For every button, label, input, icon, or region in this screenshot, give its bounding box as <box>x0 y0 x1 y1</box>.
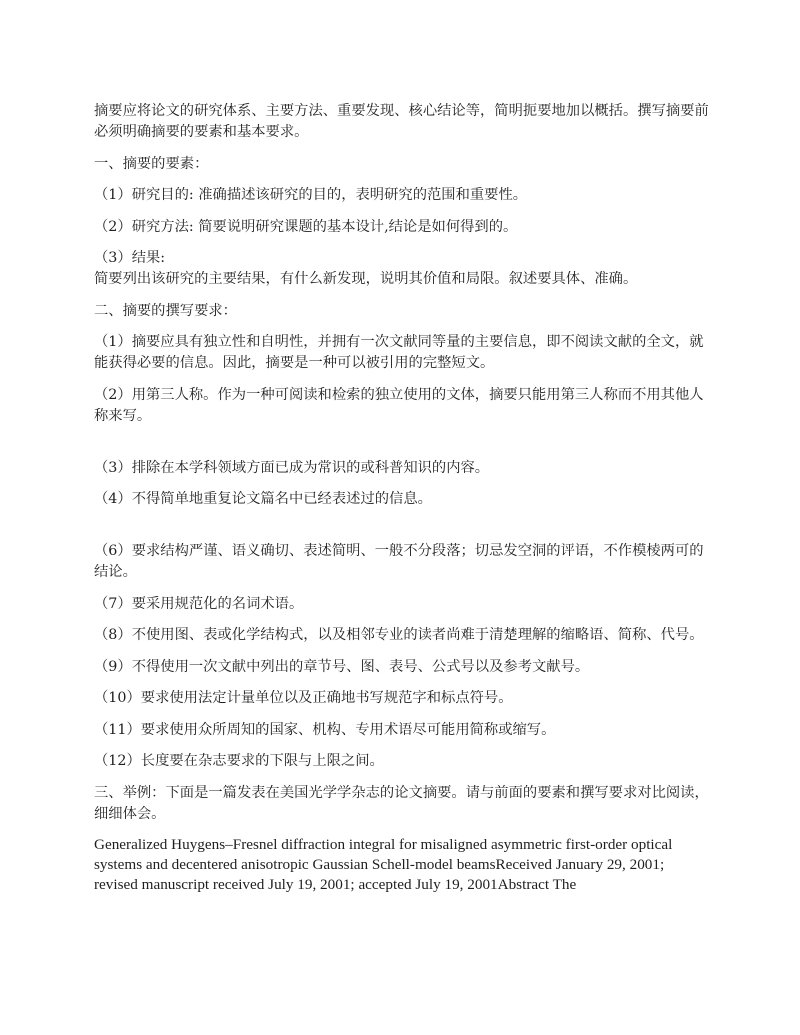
section-heading-requirements: 二、摘要的撰写要求： <box>94 302 237 319</box>
requirement-item-9: （9）不得使用一次文献中列出的章节号、图、表号、公式号以及参考文献号。 <box>94 658 590 675</box>
requirement-item-4: （4）不得简单地重复论文篇名中已经表述过的信息。 <box>94 491 432 507</box>
requirement-item-2: （2）用第三人称。作为一种可阅读和检索的独立使用的文体，摘要只能用第三人称而不用其他人称来写。 <box>94 386 704 424</box>
element-item-2: （2）研究方法: 简要说明研究课题的基本设计,结论是如何得到的。 <box>94 218 518 235</box>
requirement-item-6: （6）要求结构严谨、语义确切、表述简明、一般不分段落；切忌发空洞的评语，不作模棱两可的结论。 <box>94 543 704 580</box>
intro-paragraph: 摘要应将论文的研究体系、主要方法、重要发现、核心结论等，简明扼要地加以概括。撰写摘要前必须明确摘要的要素和基本要求。 <box>94 103 709 140</box>
requirement-item-10: （10）要求使用法定计量单位以及正确地书写规范字和标点符号。 <box>94 690 513 706</box>
section-heading-example: 三、举例：下面是一篇发表在美国光学学杂志的论文摘要。请与前面的要素和撰写要求对比阅读，细细体会。 <box>94 784 709 822</box>
requirement-item-1: （1）摘要应具有独立性和自明性，并拥有一次文献同等量的主要信息，即不阅读文献的全文，就能获得必要的信息。因此，摘要是一种可以被引用的完整短文。 <box>94 334 704 371</box>
requirement-item-3: （3）排除在本学科领域方面已成为常识的或科普知识的内容。 <box>94 459 490 476</box>
example-abstract-paragraph: Generalized Huygens–Fresnel diffraction integral for misaligned asymmetric first-order optical systems and decentered anisotropic Gaussian Schell-model beamsReceived January 29, 2001; revised manuscript received July 19, 2001; accepted July 19, 2001Abstract The <box>94 836 673 893</box>
element-item-1: （1）研究目的: 准确描述该研究的目的，表明研究的范围和重要性。 <box>94 187 528 203</box>
document-body <box>94 101 710 906</box>
section-heading-elements: 一、摘要的要素： <box>94 155 209 172</box>
requirement-item-12: （12）长度要在杂志要求的下限与上限之间。 <box>94 753 384 769</box>
requirement-item-7: （7）要采用规范化的名词术语。 <box>94 595 304 612</box>
requirement-item-11: （11）要求使用众所周知的国家、机构、专用术语尽可能用简称或缩写。 <box>94 721 556 738</box>
element-item-3: （3）结果: 简要列出该研究的主要结果，有什么新发现，说明其价值和局限。叙述要具体、准确。 <box>94 250 638 287</box>
requirement-item-8: （8）不使用图、表或化学结构式，以及相邻专业的读者尚难于清楚理解的缩略语、简称、代号。 <box>94 627 704 643</box>
